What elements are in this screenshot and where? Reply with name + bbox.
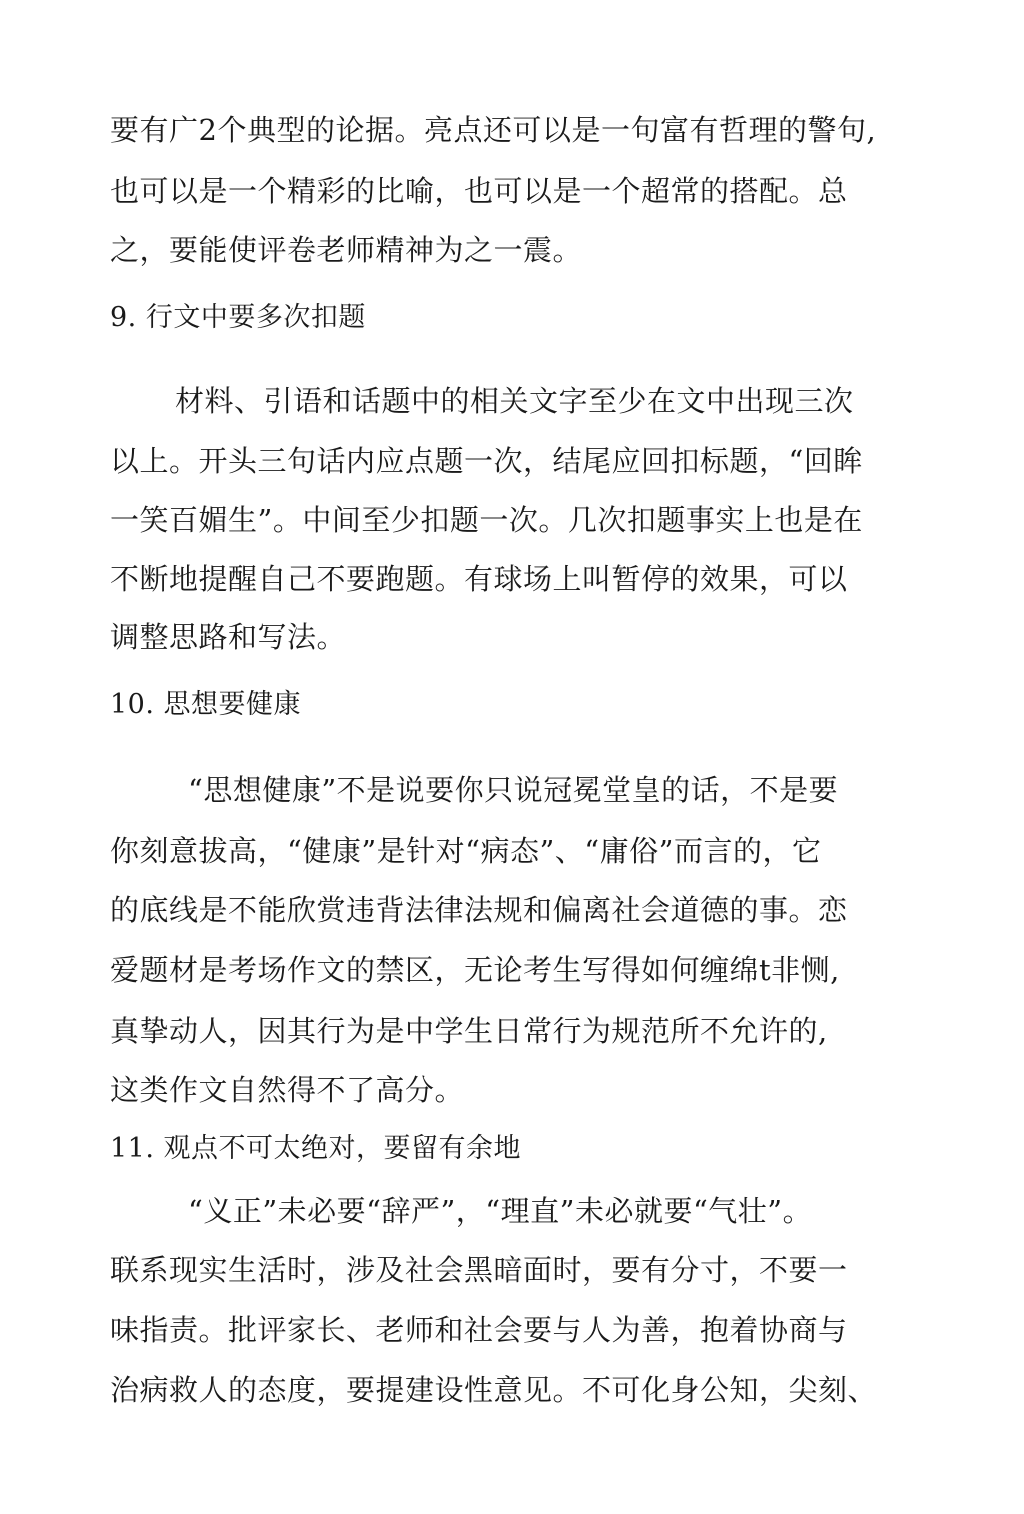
section-heading-9: 9. 行文中要多次扣题 [110, 302, 366, 333]
paragraph-line: 之，要能使评卷老师精神为之一震。 [110, 233, 583, 267]
paragraph-line: 一笑百媚生”。中间至少扣题一次。几次扣题事实上也是在 [110, 503, 863, 537]
paragraph-line: 真挚动人，因其行为是中学生日常行为规范所不允许的, [110, 1014, 828, 1048]
paragraph-line: 你刻意拔高，“健康”是针对“病态”、“庸俗”而言的，它 [110, 834, 822, 868]
paragraph-line: “思想健康”不是说要你只说冠冕堂皇的话，不是要 [188, 773, 839, 807]
paragraph-line: 不断地提醒自己不要跑题。有球场上叫暂停的效果，可以 [110, 562, 848, 596]
paragraph-line: 要有广2个典型的论据。亮点还可以是一句富有哲理的警句, [110, 113, 877, 147]
paragraph-line: 以上。开头三句话内应点题一次，结尾应回扣标题，“回眸 [110, 444, 863, 478]
paragraph-line: 也可以是一个精彩的比喻，也可以是一个超常的搭配。总 [110, 174, 848, 208]
paragraph-line: 联系现实生活时，涉及社会黑暗面时，要有分寸，不要一 [110, 1253, 848, 1287]
paragraph-line: 这类作文自然得不了高分。 [110, 1073, 465, 1107]
paragraph-line: “义正”未必要“辞严”，“理直”未必就要“气壮”。 [188, 1194, 813, 1228]
section-heading-10: 10. 思想要健康 [110, 689, 302, 720]
paragraph-line: 味指责。批评家长、老师和社会要与人为善，抱着协商与 [110, 1313, 848, 1347]
paragraph-line: 爱题材是考场作文的禁区，无论考生写得如何缠绵t非恻, [110, 953, 840, 987]
paragraph-line: 材料、引语和话题中的相关文字至少在文中出现三次 [175, 384, 854, 418]
paragraph-line: 治病救人的态度，要提建设性意见。不可化身公知，尖刻、 [110, 1373, 878, 1407]
section-heading-11: 11. 观点不可太绝对，要留有余地 [110, 1133, 522, 1164]
paragraph-line: 调整思路和写法。 [110, 620, 347, 654]
paragraph-line: 的底线是不能欣赏违背法律法规和偏离社会道德的事。恋 [110, 893, 848, 927]
